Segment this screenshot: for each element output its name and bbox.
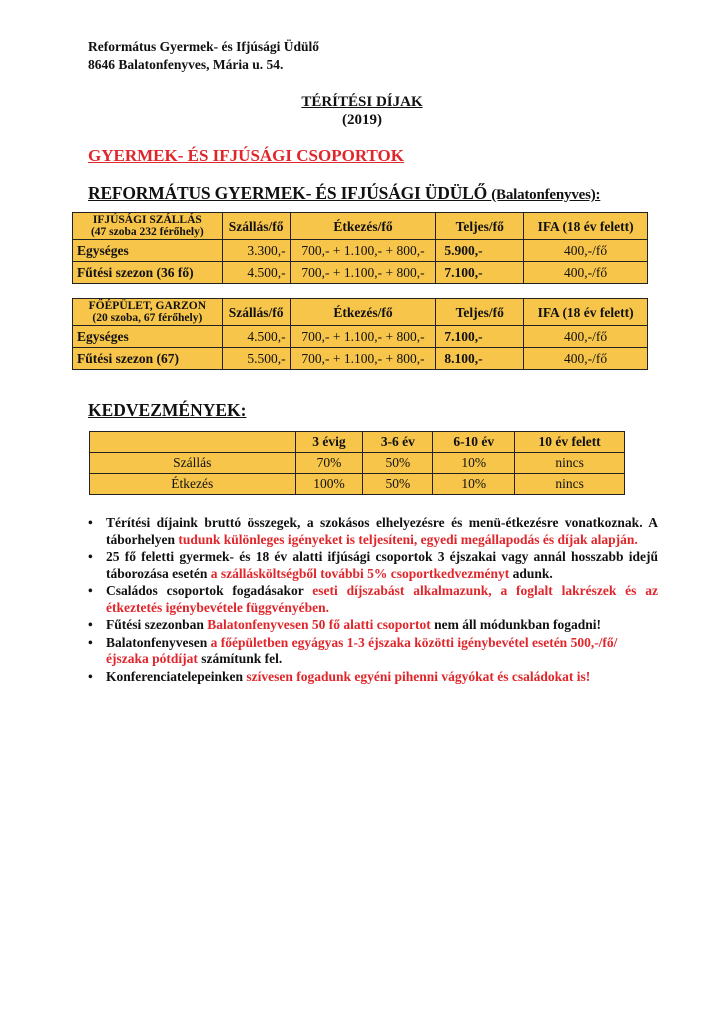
col-header: Teljes/fő [436,213,524,240]
note-highlight: eseti díjszabást alkalmazunk, a foglalt lakrészek és az étkeztetés igénybevétele függvényében. [106,583,659,615]
table-header-row [73,299,648,326]
cell-ifa: 400,-/fő [524,326,648,348]
empty-corner-cell [90,432,296,453]
bullet-icon: • [88,549,93,564]
note-text: Fűtési szezonban [106,617,208,632]
list-item [88,515,658,548]
section-groups-heading: GYERMEK- ÉS IFJÚSÁGI CSOPORTOK [88,146,404,165]
col-header: Étkezés/fő [290,213,436,240]
col-header: Szállás/fő [222,213,290,240]
cell-ifa: 400,-/fő [524,240,648,262]
table-header-row [90,432,625,453]
bullet-icon: • [88,617,93,632]
table-row [73,348,648,370]
note-highlight: a szállásköltségből további 5% csoportkedvezményt [210,565,510,581]
bullet-icon: • [88,583,93,598]
cell-etkezes: 700,- + 1.100,- + 800,- [290,348,436,370]
col-header: 10 év felett [515,432,625,453]
row-label: Egységes [73,326,223,348]
table-row [90,474,625,495]
note-highlight: a főépületben egyágyas 1-3 éjszaka közötti igénybevétel esetén 500,-/fő/éjszaka pótdíjat [106,634,618,666]
bullet-icon: • [88,515,93,530]
cell-teljes: 5.900,- [436,240,524,262]
note-highlight: Balatonfenyvesen 50 fő alatti csoportot [207,617,431,632]
cell-szallas: 4.500,- [222,326,290,348]
category-sub: (20 szoba, 67 férőhely) [92,312,203,324]
section-discounts-heading: KEDVEZMÉNYEK: [88,400,247,420]
table-cell: 10% [433,474,515,495]
list-item [88,635,658,668]
note-highlight: szívesen fogadunk egyéni pihenni vágyókat és családokat is! [246,668,591,684]
col-header: 3 évig [295,432,363,453]
col-header: Szállás/fő [222,299,290,326]
note-text: Családos csoportok fogadásakor [106,583,313,598]
note-text: Konferenciatelepeinken [106,668,247,684]
category-name: IFJÚSÁGI SZÁLLÁS [92,214,202,226]
row-label: Egységes [73,240,223,262]
note-text: nem áll módunkban fogadni! [430,617,602,632]
col-header: 6-10 év [433,432,515,453]
list-item [88,583,658,616]
note-text: adunk. [509,565,553,581]
org-name: Református Gyermek- és Ifjúsági Üdülő [88,39,319,54]
note-highlight: tudunk különleges igényeket is teljesíteni, egyedi megállapodás és díjak alapján. [178,531,638,547]
col-header: Étkezés/fő [290,299,436,326]
cell-szallas: 5.500,- [222,348,290,370]
table-row [90,453,625,474]
note-text: Térítési díjaink bruttó összegek, a szokásos elhelyezésre és menü-étkezésre vonatkoznak. A táborhelyen [106,515,658,547]
title-main: TÉRÍTÉSI DÍJAK [301,94,423,110]
col-header: IFA (18 év felett) [524,299,648,326]
note-text: számítunk fel. [197,651,283,666]
price-table-youth [72,212,648,284]
list-item [88,617,658,634]
letterhead [88,38,319,74]
document-title [0,93,724,129]
category-cell [73,299,223,326]
note-text: 25 fő feletti gyermek- és 18 év alatti ifjúsági csoportok 3 éjszakai vagy annál hosszabb idejű táborozása esetén [106,549,658,581]
table-row [73,240,648,262]
row-label: Fűtési szezon (36 fő) [73,262,223,284]
bullet-icon: • [88,634,93,650]
list-item [88,549,658,582]
cell-teljes: 7.100,- [436,262,524,284]
org-address: 8646 Balatonfenyves, Mária u. 54. [88,57,284,72]
row-label: Fűtési szezon (67) [73,348,223,370]
category-sub: (47 szoba 232 férőhely) [90,226,204,238]
cell-etkezes: 700,- + 1.100,- + 800,- [290,262,436,284]
table-cell: nincs [515,453,625,474]
notes-list [88,515,658,686]
table-cell: 70% [295,453,363,474]
cell-szallas: 3.300,- [222,240,290,262]
table-cell: 100% [295,474,363,495]
row-label: Szállás [90,453,296,474]
col-header: Teljes/fő [436,299,524,326]
row-label: Étkezés [90,474,296,495]
cell-szallas: 4.500,- [222,262,290,284]
cell-teljes: 8.100,- [436,348,524,370]
table-cell: nincs [515,474,625,495]
table-row [73,326,648,348]
col-header: IFA (18 év felett) [524,213,648,240]
category-name: FŐÉPÜLET, GARZON [88,300,207,312]
col-header: 3-6 év [363,432,433,453]
price-table-main-building [72,298,648,370]
table-row [73,262,648,284]
bullet-icon: • [88,668,93,684]
category-cell [73,213,223,240]
cell-teljes: 7.100,- [436,326,524,348]
table-cell: 50% [363,453,433,474]
list-item [88,669,658,686]
table-header-row [73,213,648,240]
table-cell: 10% [433,453,515,474]
cell-etkezes: 700,- + 1.100,- + 800,- [290,326,436,348]
cell-etkezes: 700,- + 1.100,- + 800,- [290,240,436,262]
cell-ifa: 400,-/fő [524,262,648,284]
title-year: (2019) [342,112,382,128]
venue-name: REFORMÁTUS GYERMEK- ÉS IFJÚSÁGI ÜDÜLŐ [88,183,488,203]
note-text: Balatonfenyvesen [106,634,211,650]
cell-ifa: 400,-/fő [524,348,648,370]
section-venue-heading [88,183,600,204]
discounts-table [89,431,625,495]
table-cell: 50% [363,474,433,495]
venue-place: (Balatonfenyves): [491,187,601,203]
